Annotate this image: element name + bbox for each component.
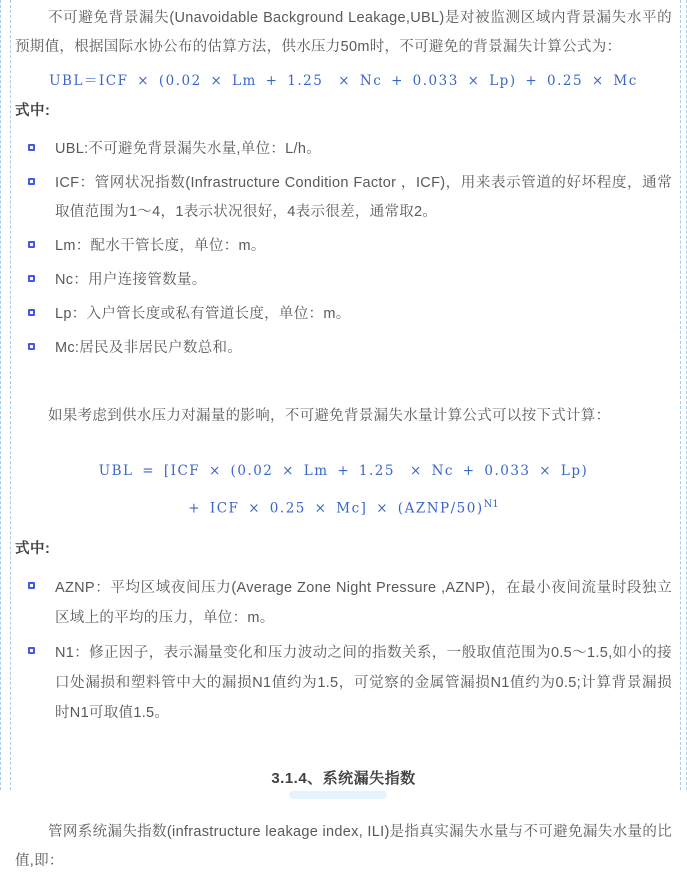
formula-superscript: N1 [483, 499, 499, 510]
definition-icf: ICF：管网状况指数(Infrastructure Condition Factor ，ICF)，用来表示管道的好坏程度，通常取值范围为1～4，1表示状况很好，4表示很差，通常取2。 [55, 175, 672, 220]
square-bullet-icon [28, 343, 35, 350]
section-heading [15, 769, 672, 789]
section-heading-text: 3.1.4、系统漏失指数 [271, 769, 416, 787]
ili-intro-paragraph: 管网系统漏失指数(infrastructure leakage index, ILI)是指真实漏失水量与不可避免漏失水量的比值,即： [15, 823, 672, 869]
formula-ubl-pressure [15, 455, 672, 526]
document-content [10, 0, 681, 869]
section-heading-wrap [271, 769, 415, 789]
definition-ubl: UBL:不可避免背景漏失水量,单位：L/h。 [55, 141, 322, 157]
square-bullet-icon [28, 275, 35, 282]
list-item [15, 232, 672, 261]
list-item [15, 300, 672, 329]
square-bullet-icon [28, 144, 35, 151]
list-item [15, 334, 672, 363]
list-item [15, 573, 672, 633]
definitions-list-1 [15, 135, 672, 363]
intro-paragraph: 不可避免背景漏失(Unavoidable Background Leakage,UBL)是对被监测区域内背景漏失水平的预期值，根据国际水协公布的估算方法，供水压力50m时，不可避免的背景漏失计算公式为： [15, 10, 672, 55]
list-item [15, 638, 672, 728]
definition-mc: Mc:居民及非居民户数总和。 [55, 340, 243, 356]
square-bullet-icon [28, 241, 35, 248]
square-bullet-icon [28, 309, 35, 316]
square-bullet-icon [28, 647, 35, 654]
definition-lp: Lp：入户管长度或私有管道长度，单位：m。 [55, 306, 351, 322]
formula-line-2 [15, 488, 672, 526]
definition-nc: Nc：用户连接管数量。 [55, 272, 207, 288]
formula-ubl-basic: UBL＝ICF × (0.02 × Lm + 1.25 × Nc + 0.033 × Lp) + 0.25 × Mc [49, 73, 638, 89]
definitions-list-2 [15, 573, 672, 728]
list-item [15, 169, 672, 227]
where-label-2: 式中: [15, 540, 51, 557]
square-bullet-icon [28, 582, 35, 589]
definition-n1: N1：修正因子，表示漏量变化和压力波动之间的指数关系，一般取值范围为0.5～1.5,如小的接口处漏损和塑料管中大的漏损N1值约为1.5，可觉察的金属管漏损N1值约为0.5;计算背景漏损时N1可取值1.5。 [55, 644, 672, 721]
formula-line-2-main: + ICF × 0.25 × Mc] × (AZNP/50) [188, 500, 484, 517]
definition-aznp: AZNP：平均区域夜间压力(Average Zone Night Pressure ,AZNP)，在最小夜间流量时段独立区域上的平均的压力，单位：m。 [55, 579, 672, 626]
definition-lm: Lm：配水干管长度，单位：m。 [55, 238, 266, 254]
list-item [15, 135, 672, 164]
square-bullet-icon [28, 178, 35, 185]
where-label-1: 式中: [15, 103, 51, 119]
pressure-note-paragraph: 如果考虑到供水压力对漏量的影响，不可避免背景漏失水量计算公式可以按下式计算： [48, 408, 611, 424]
heading-highlight-bar [289, 791, 387, 799]
formula-line-1: UBL = [ICF × (0.02 × Lm + 1.25 × Nc + 0.033 × Lp) [98, 463, 589, 479]
list-item [15, 266, 672, 295]
